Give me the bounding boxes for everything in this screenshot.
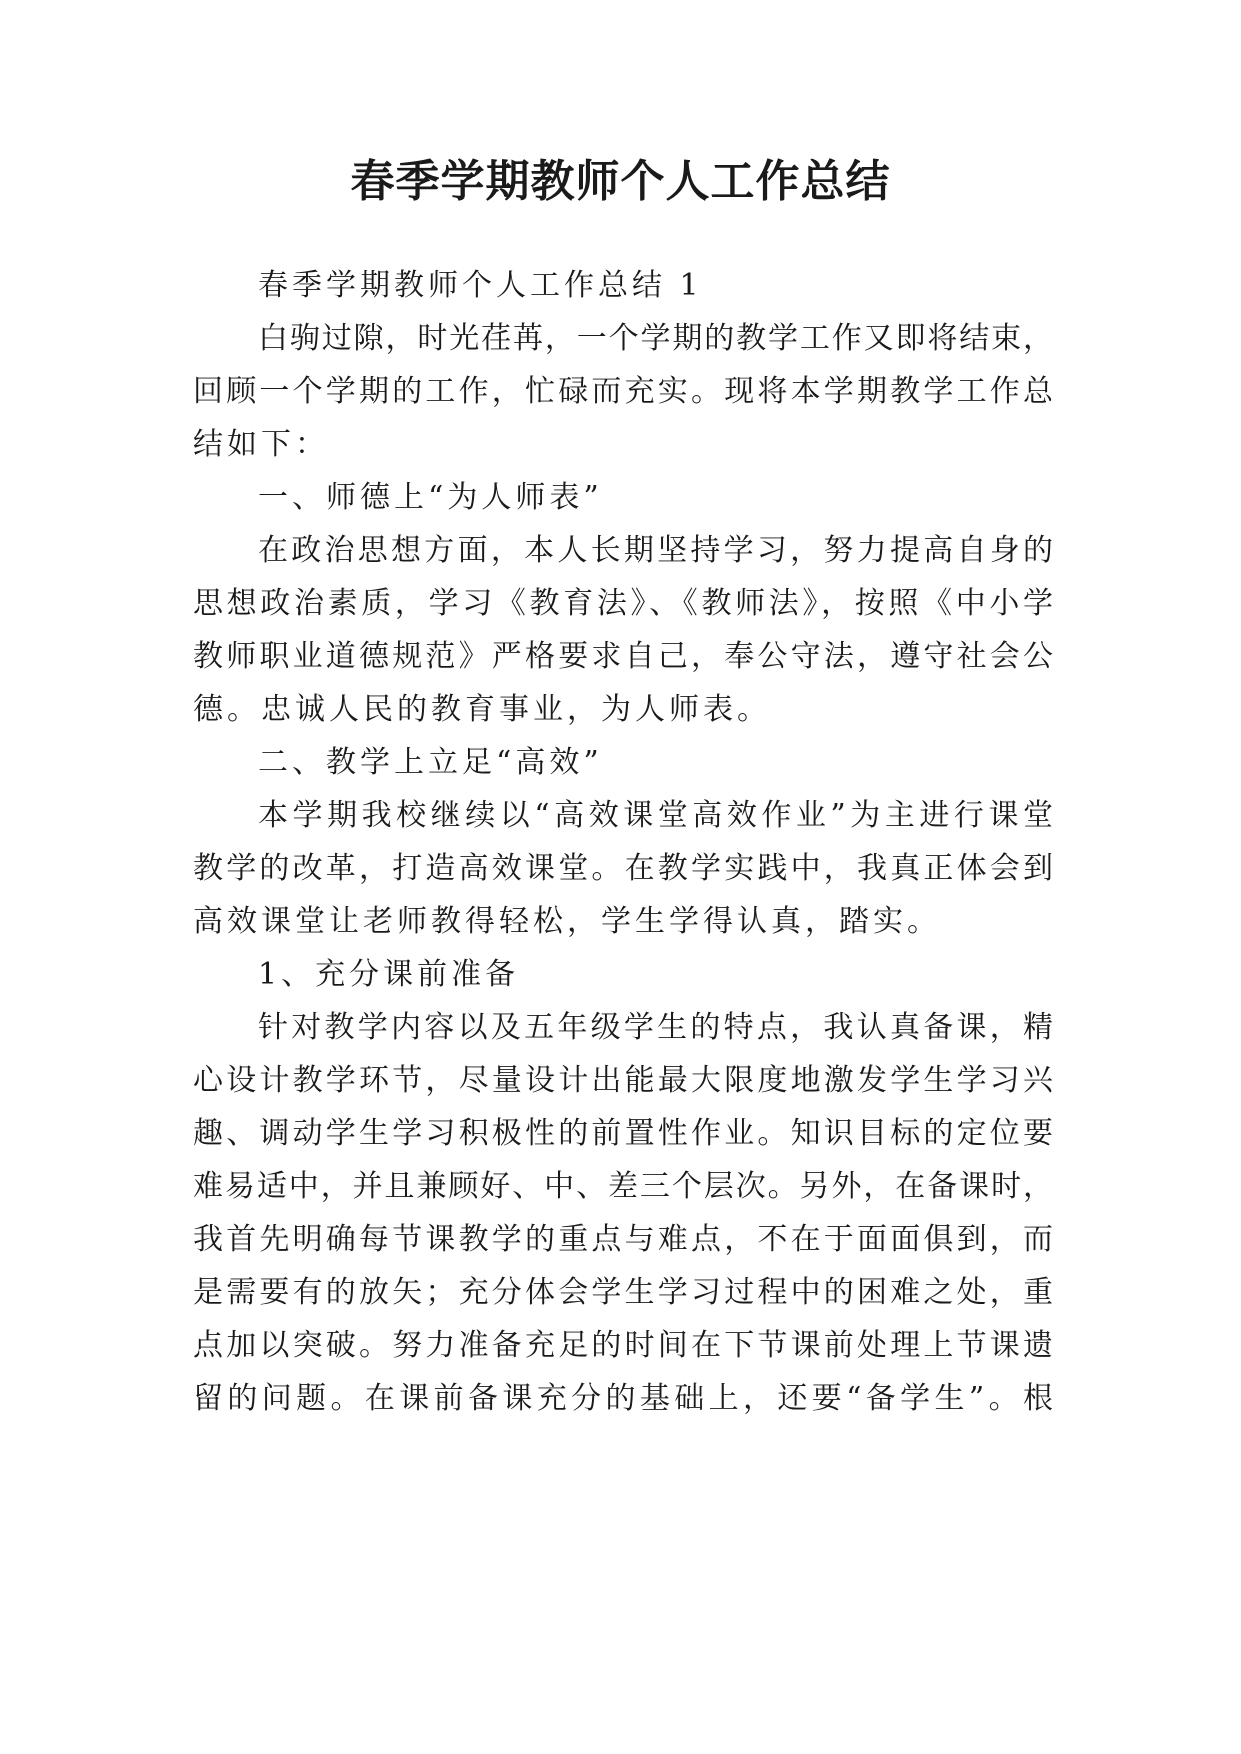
paragraph-line: 德。忠诚人民的教育事业，为人师表。 bbox=[193, 692, 771, 727]
section-heading: 一、师德上“为人师表” bbox=[258, 480, 603, 515]
paragraph-line: 是需要有的放矢；充分体会学生学习过程中的困难之处，重 bbox=[193, 1275, 1053, 1310]
paragraph-line: 我首先明确每节课教学的重点与难点，不在于面面俱到，而 bbox=[193, 1222, 1053, 1257]
paragraph-line: 白驹过隙，时光荏苒，一个学期的教学工作又即将结束， bbox=[258, 321, 1053, 356]
paragraph-line: 结如下： bbox=[193, 427, 329, 462]
paragraph-line: 趣、调动学生学习积极性的前置性作业。知识目标的定位要 bbox=[193, 1116, 1053, 1151]
paragraph-line: 本学期我校继续以“高效课堂高效作业”为主进行课堂 bbox=[258, 798, 1053, 833]
paragraph-line: 教学的改革，打造高效课堂。在教学实践中，我真正体会到 bbox=[193, 851, 1053, 886]
section-heading-1: 春季学期教师个人工作总结 1 bbox=[258, 268, 703, 303]
paragraph-line: 难易适中，并且兼顾好、中、差三个层次。另外，在备课时， bbox=[193, 1169, 1053, 1204]
paragraph-line: 在政治思想方面，本人长期坚持学习，努力提高自身的 bbox=[258, 533, 1053, 568]
paragraph-line: 教师职业道德规范》严格要求自己，奉公守法，遵守社会公 bbox=[193, 639, 1053, 674]
paragraph-line: 心设计教学环节，尽量设计出能最大限度地激发学生学习兴 bbox=[193, 1063, 1053, 1098]
paragraph-line: 回顾一个学期的工作，忙碌而充实。现将本学期教学工作总 bbox=[193, 374, 1053, 409]
paragraph-line: 高效课堂让老师教得轻松，学生学得认真，踏实。 bbox=[193, 904, 941, 939]
paragraph-line: 针对教学内容以及五年级学生的特点，我认真备课，精 bbox=[258, 1010, 1053, 1045]
paragraph-line: 留的问题。在课前备课充分的基础上，还要“备学生”。根 bbox=[193, 1381, 1053, 1416]
paragraph-line: 点加以突破。努力准备充足的时间在下节课前处理上节课遗 bbox=[193, 1328, 1053, 1363]
paragraph-line: 思想政治素质，学习《教育法》、《教师法》，按照《中小学 bbox=[193, 586, 1053, 621]
subsection-heading: 1、充分课前准备 bbox=[258, 957, 520, 992]
section-heading: 二、教学上立足“高效” bbox=[258, 745, 603, 780]
document-title: 春季学期教师个人工作总结 bbox=[350, 156, 891, 207]
